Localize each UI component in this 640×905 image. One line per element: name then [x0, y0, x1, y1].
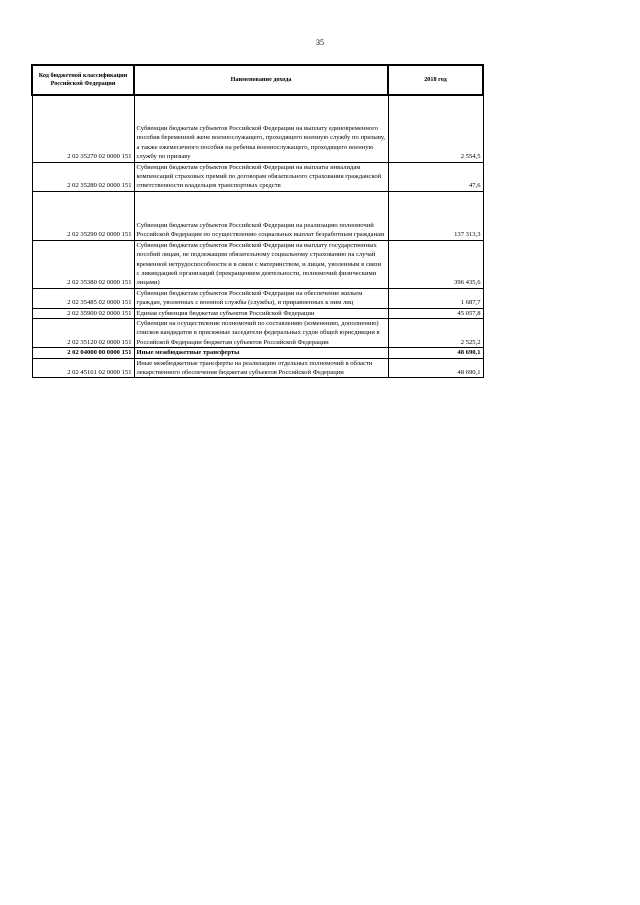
row-code: 2 02 35290 02 0000 151 — [32, 191, 134, 240]
table-row — [32, 95, 483, 162]
table-row — [32, 318, 483, 347]
row-amount: 45 057,8 — [388, 308, 483, 318]
header-year: 2018 год — [388, 65, 483, 95]
row-amount: 137 313,3 — [388, 191, 483, 240]
row-name: Субвенции бюджетам субъектов Российской Федерации на реализацию полномочий Российской Федерации по осуществлению социальных выплат безработным гражданам — [134, 191, 388, 240]
row-code: 2 02 04000 00 0000 151 — [32, 348, 134, 358]
row-name: Субвенции на осуществление полномочий по составлению (изменению, дополнению) списков кандидатов в присяжные заседатели федеральных судов общей юрисдикции в Российской Федерации бюджетам субъектов Российской Федерации — [134, 318, 388, 347]
row-name: Субвенции бюджетам субъектов Российской Федерации на выплаты инвалидам компенсаций страховых премий по договорам обязательного страхования гражданской ответственности владельцев транспортных средств — [134, 162, 388, 191]
row-name: Субвенции бюджетам субъектов Российской Федерации на выплату единовременного пособия беременной жене военнослужащего, проходящего военную службу по призыву, а также ежемесячного пособия на ребенка военнослужащего, проходящего военную службу по призыву — [134, 95, 388, 162]
row-name: Субвенции бюджетам субъектов Российской Федерации на обеспечение жильем граждан, уволенных с военной службы (службы), и приравненных к ним лиц — [134, 288, 388, 308]
row-amount: 48 690,1 — [388, 348, 483, 358]
row-amount: 47,6 — [388, 162, 483, 191]
row-amount: 2 554,5 — [388, 95, 483, 162]
row-code: 2 02 35120 02 0000 151 — [32, 318, 134, 347]
page-number: 35 — [316, 38, 324, 47]
table-row — [32, 348, 483, 358]
row-name: Иные межбюджетные трансферты на реализацию отдельных полномочий в области лекарственного обеспечения бюджетам субъектов Российской Федерации — [134, 358, 388, 378]
table-header-row — [32, 65, 483, 95]
row-code: 2 02 35900 02 0000 151 — [32, 308, 134, 318]
row-code: 2 02 35280 02 0000 151 — [32, 162, 134, 191]
table-row — [32, 191, 483, 240]
row-amount: 396 435,6 — [388, 240, 483, 288]
row-name: Единая субвенция бюджетам субъектов Российской Федерации — [134, 308, 388, 318]
row-name: Иные межбюджетные трансферты — [134, 348, 388, 358]
table-row — [32, 358, 483, 378]
row-amount: 48 690,1 — [388, 358, 483, 378]
row-code: 2 02 35485 02 0000 151 — [32, 288, 134, 308]
table-row — [32, 162, 483, 191]
table-row — [32, 288, 483, 308]
row-amount: 2 525,2 — [388, 318, 483, 347]
revenue-table — [31, 64, 484, 378]
row-code: 2 02 35270 02 0000 151 — [32, 95, 134, 162]
row-code: 2 02 45161 02 0000 151 — [32, 358, 134, 378]
table-row — [32, 240, 483, 288]
row-name: Субвенции бюджетам субъектов Российской Федерации на выплату государственных пособий лицам, не подлежащим обязательному социальному страхованию на случай временной нетрудоспособности и в связи с материнством, и лицам, уволенным в связи с ликвидацией организаций (прекращением деятельности, полномочий физическими лицами) — [134, 240, 388, 288]
table-row — [32, 308, 483, 318]
header-name: Наименование дохода — [134, 65, 388, 95]
header-code: Код бюджетной классификации Российской Федерации — [32, 65, 134, 95]
row-code: 2 02 35380 02 0000 151 — [32, 240, 134, 288]
row-amount: 1 687,7 — [388, 288, 483, 308]
